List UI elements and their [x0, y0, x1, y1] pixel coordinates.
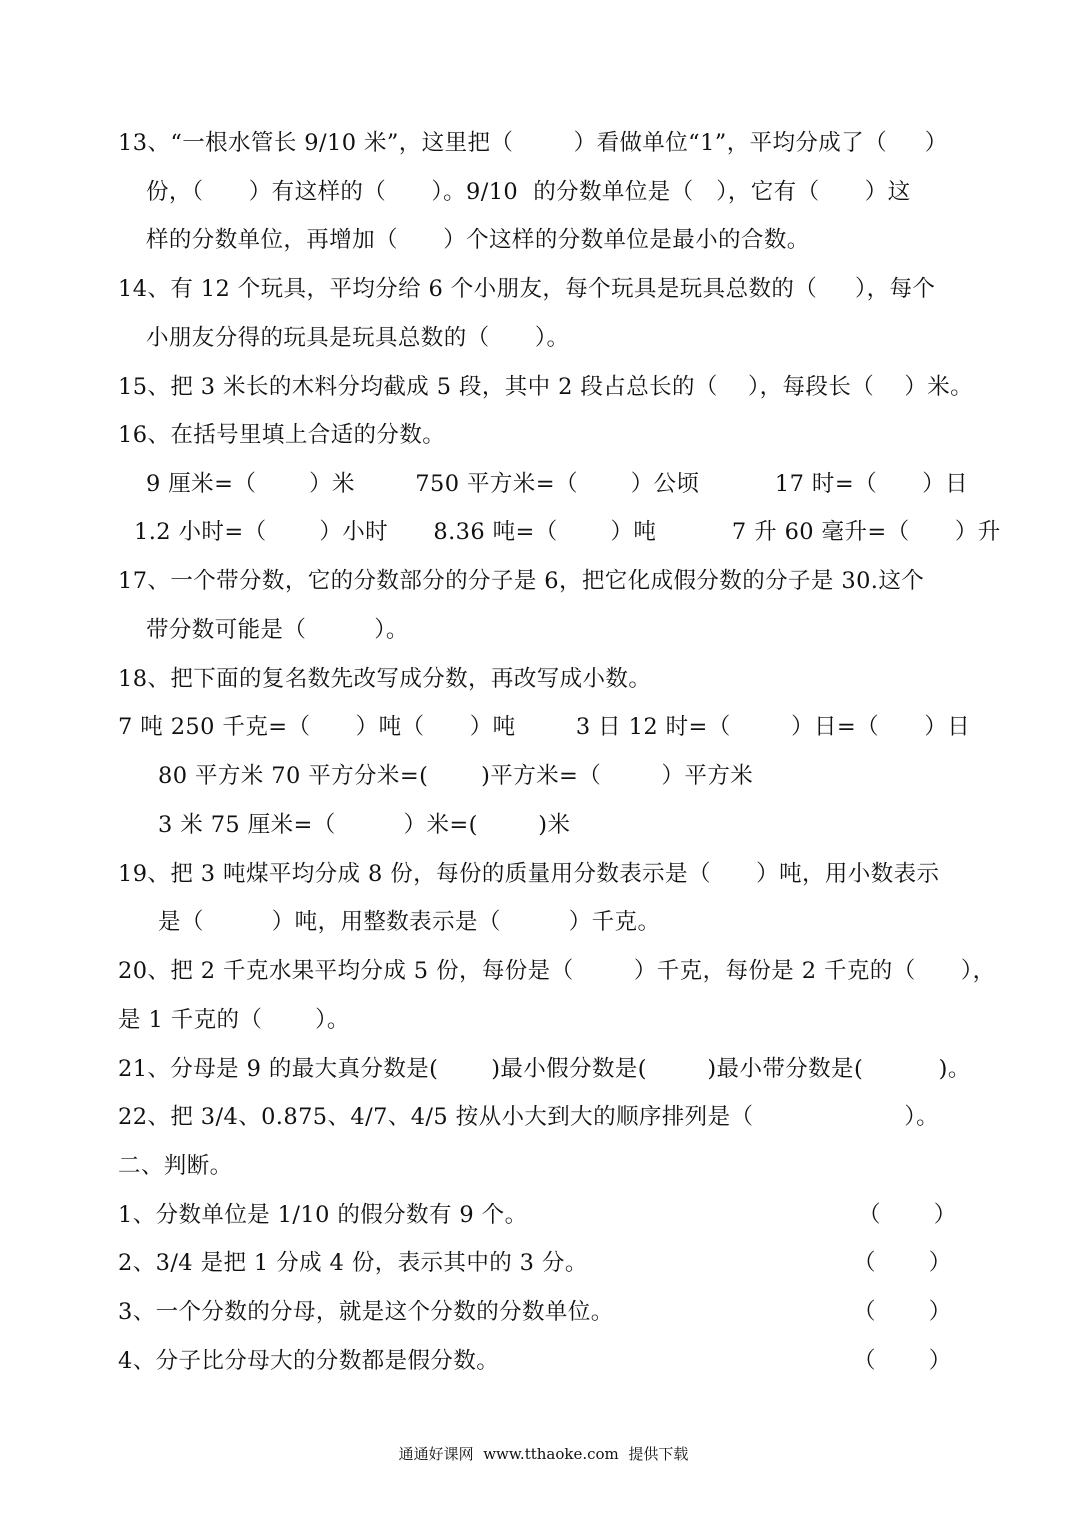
q14-line-1: 14、有 12 个玩具，平均分给 6 个小朋友，每个玩具是玩具总数的（ ），每个: [118, 276, 936, 302]
footer-source-text: 通通好课网 www.tthaoke.com 提供下载: [398, 1445, 689, 1463]
q15-line: 15、把 3 米长的木料分均截成 5 段，其中 2 段占总长的（ ），每段长（ ）米。: [118, 374, 974, 400]
q20-line-2: 是 1 千克的（ ）。: [118, 1007, 350, 1033]
q13-line-1: 13、“一根水管长 9/10 米”，这里把（ ）看做单位“1”，平均分成了（ ）: [118, 130, 948, 156]
judge-bracket-2: （ ）: [853, 1250, 952, 1276]
q13-line-3: 样的分数单位，再增加（ ）个这样的分数单位是最小的合数。: [146, 227, 810, 253]
q20-line-1: 20、把 2 千克水果平均分成 5 份，每份是（ ）千克，每份是 2 千克的（ ），: [118, 958, 996, 984]
q18-row-3: 3 米 75 厘米=（ ）米=( )米: [158, 812, 571, 838]
q22-line: 22、把 3/4、0.875、4/7、4/5 按从小大到大的顺序排列是（ ）。: [118, 1104, 939, 1130]
q19-line-1: 19、把 3 吨煤平均分成 8 份，每份的质量用分数表示是（ ）吨，用小数表示: [118, 861, 940, 887]
q16-heading: 16、在括号里填上合适的分数。: [118, 422, 446, 448]
judge-bracket-1: （ ）: [858, 1202, 957, 1228]
judge-item-4: 4、分子比分母大的分数都是假分数。: [118, 1348, 500, 1374]
q18-row-2: 80 平方米 70 平方分米=( )平方米=（ ）平方米: [158, 763, 754, 789]
q21-line: 21、分母是 9 的最大真分数是( )最小假分数是( )最小带分数是( )。: [118, 1056, 971, 1082]
q13-line-2: 份，（ ）有这样的（ ）。9/10 的分数单位是（ ），它有（ ）这: [146, 179, 911, 205]
q18-row-1: 7 吨 250 千克=（ ）吨（ ）吨 3 日 12 时=（ ）日=（ ）日: [118, 714, 971, 740]
judge-item-3: 3、一个分数的分母，就是这个分数的分数单位。: [118, 1299, 614, 1325]
q16-row-2: 1.2 小时=（ ）小时 8.36 吨=（ ）吨 7 升 60 毫升=（ ）升: [134, 519, 1001, 545]
q18-heading: 18、把下面的复名数先改写成分数，再改写成小数。: [118, 666, 652, 692]
q19-line-2: 是（ ）吨，用整数表示是（ ）千克。: [158, 909, 661, 935]
judge-item-2: 2、3/4 是把 1 分成 4 份，表示其中的 3 分。: [118, 1250, 588, 1276]
judge-bracket-3: （ ）: [853, 1299, 952, 1325]
section-heading-judge: 二、判断。: [118, 1153, 233, 1179]
judge-item-1: 1、分数单位是 1/10 的假分数有 9 个。: [118, 1202, 528, 1228]
judge-bracket-4: （ ）: [853, 1348, 952, 1374]
q17-line-2: 带分数可能是（ ）。: [146, 617, 409, 643]
q14-line-2: 小朋友分得的玩具是玩具总数的（ ）。: [146, 325, 570, 351]
q17-line-1: 17、一个带分数，它的分数部分的分子是 6，把它化成假分数的分子是 30.这个: [118, 568, 925, 594]
q16-row-1: 9 厘米=（ ）米 750 平方米=（ ）公顷 17 时=（ ）日: [146, 471, 969, 497]
